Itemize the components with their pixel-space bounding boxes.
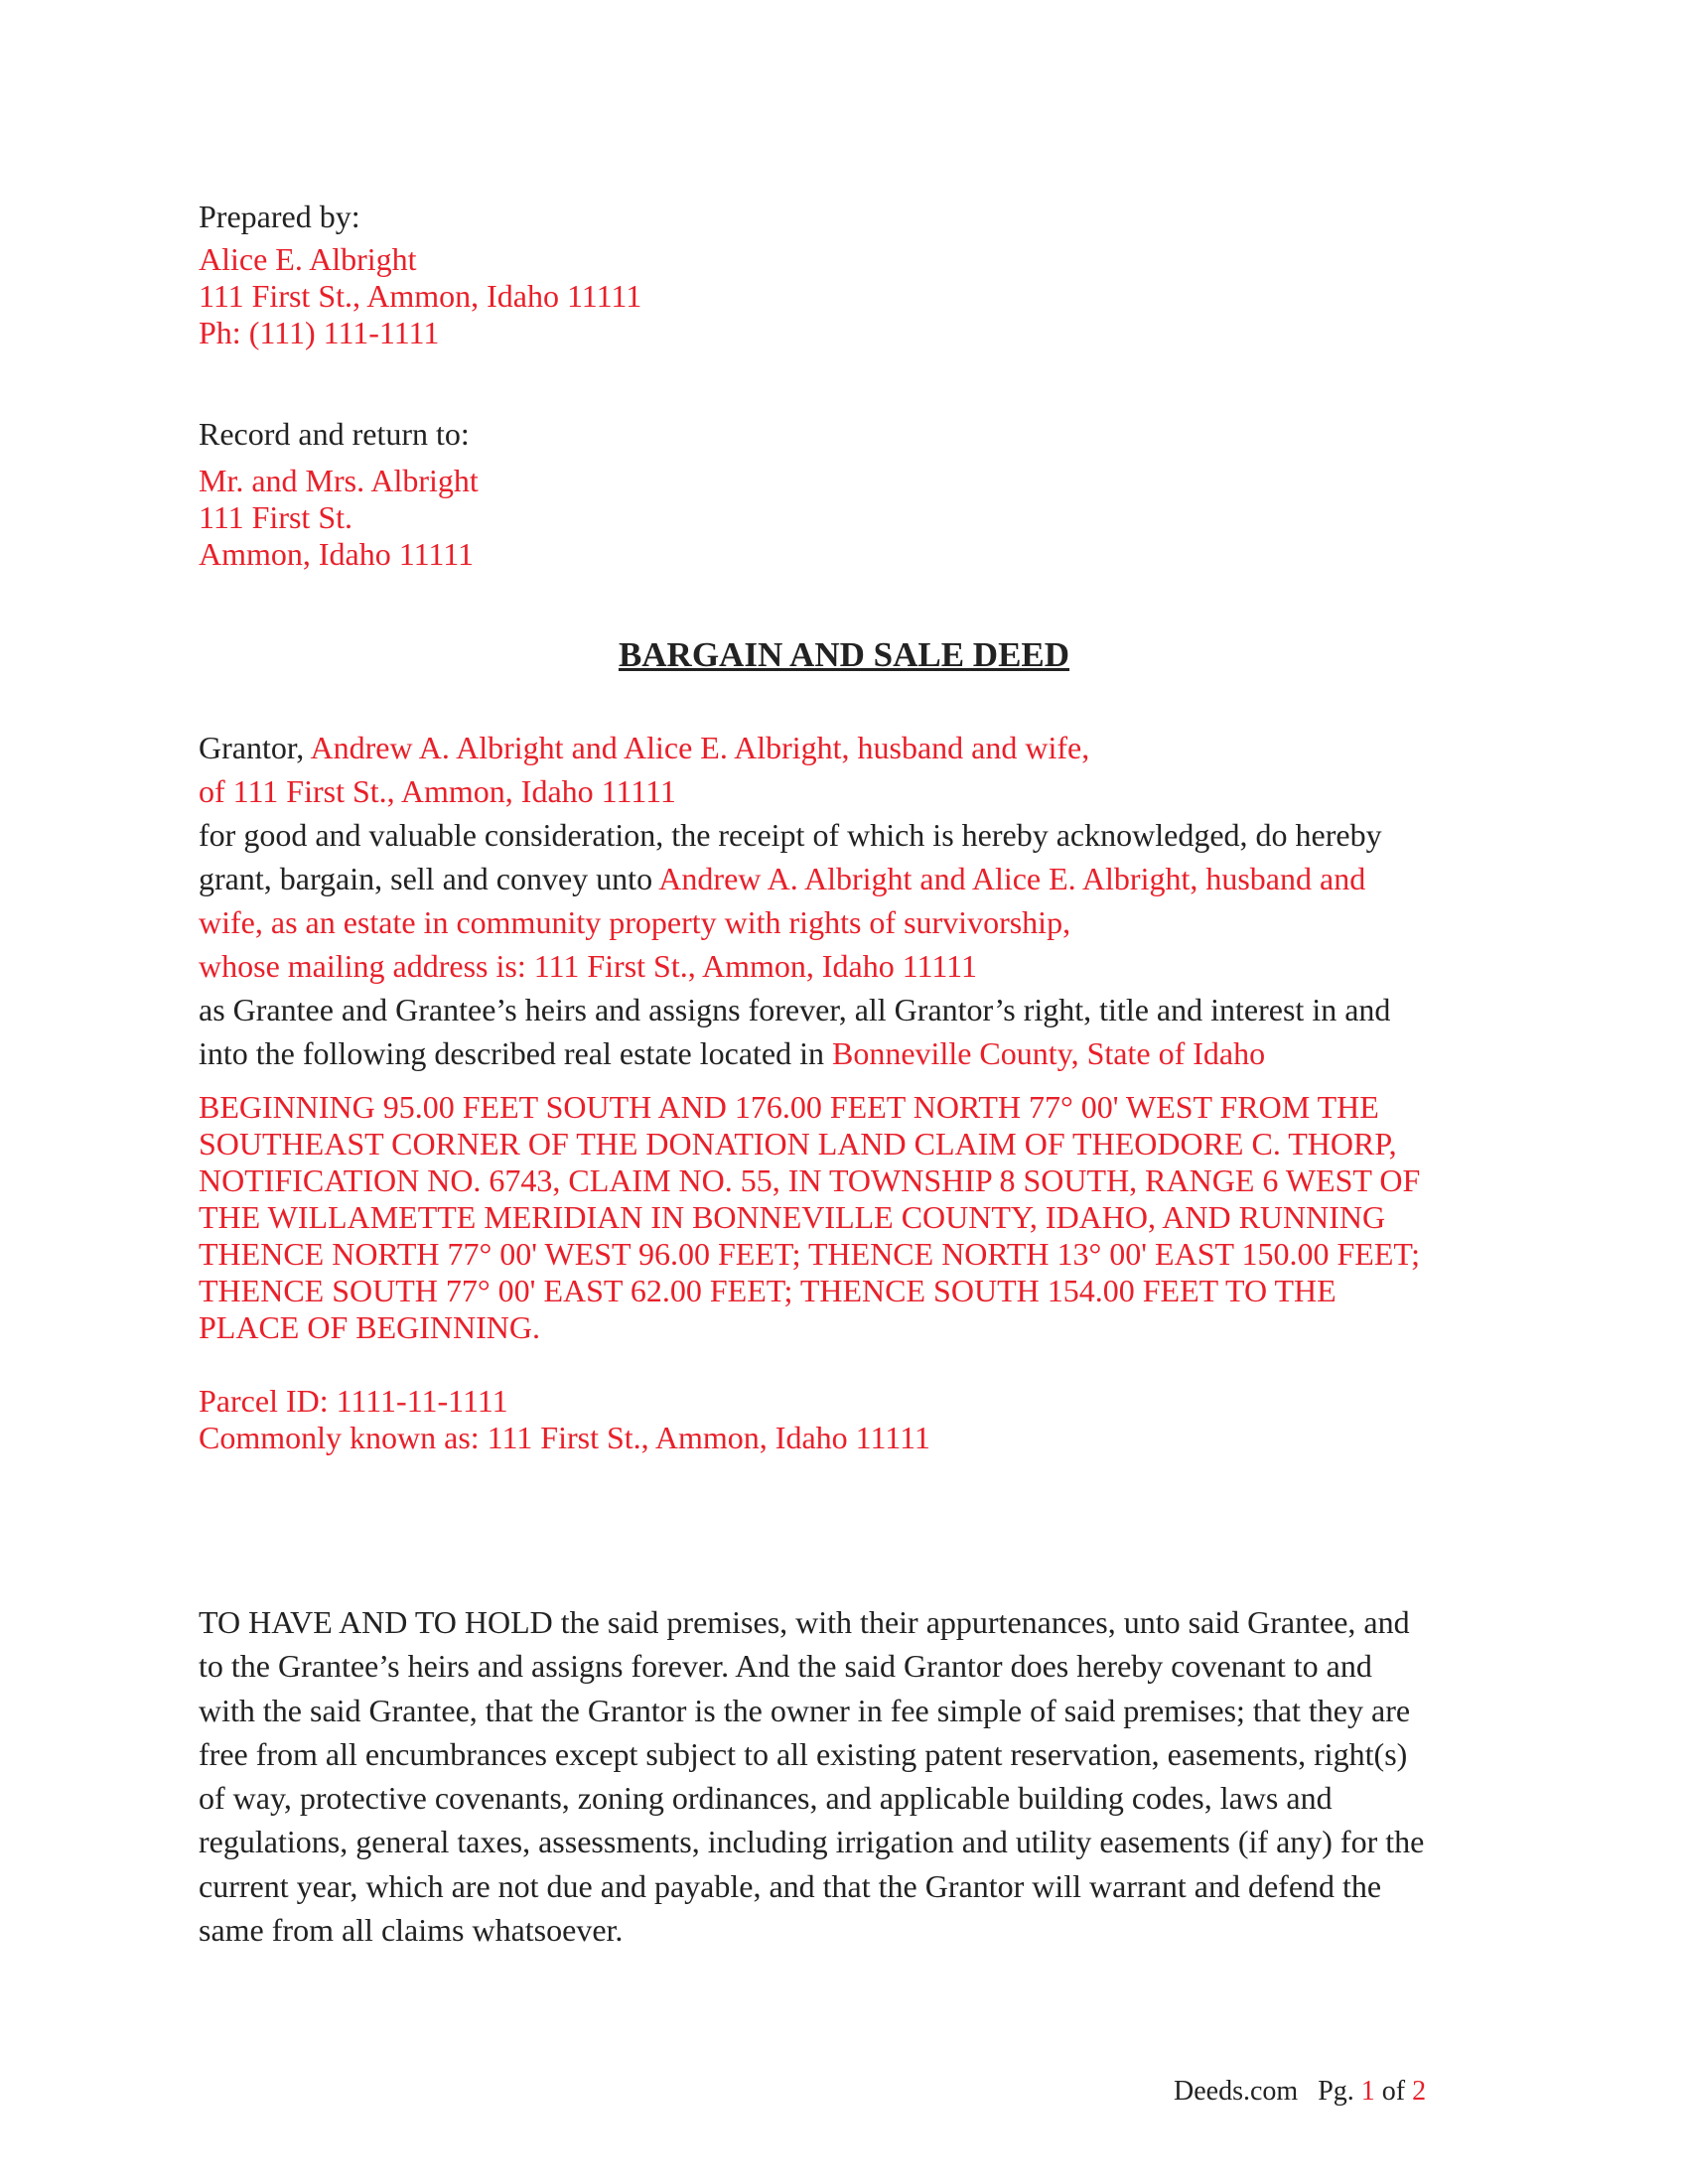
- preparer-address: 111 First St., Ammon, Idaho 11111: [199, 278, 642, 314]
- located-line: [199, 1031, 1390, 1075]
- return-street: 111 First St.: [199, 499, 352, 535]
- page-footer: [1174, 2075, 1426, 2109]
- habendum-line: TO HAVE AND TO HOLD the said premises, with their appurtenances, unto said Grantee, and: [199, 1604, 1410, 1640]
- footer-of-label: of: [1381, 2076, 1406, 2107]
- legal-line: SOUTHEAST CORNER OF THE DONATION LAND CLAIM OF THEODORE C. THORP,: [199, 1126, 1397, 1161]
- legal-line: PLACE OF BEGINNING.: [199, 1309, 540, 1345]
- prepared-by-label: Prepared by:: [199, 199, 360, 234]
- footer-site: Deeds.com: [1174, 2076, 1299, 2107]
- heirs-line: as Grantee and Grantee’s heirs and assigns forever, all Grantor’s right, title and interest in and: [199, 992, 1391, 1027]
- prepared-by-block: [199, 199, 641, 351]
- parcel-id: Parcel ID: 1111-11-1111: [199, 1383, 508, 1419]
- parcel-block: [199, 1383, 930, 1456]
- footer-pg-label: Pg.: [1318, 2076, 1354, 2107]
- footer-page-number: 1: [1360, 2076, 1375, 2107]
- convey-line: [199, 857, 1390, 900]
- legal-line: THE WILLAMETTE MERIDIAN IN BONNEVILLE COUNTY, IDAHO, AND RUNNING: [199, 1199, 1386, 1235]
- record-return-block: [199, 416, 479, 573]
- consideration-line: for good and valuable consideration, the receipt of which is hereby acknowledged, do hereby: [199, 817, 1382, 853]
- grantee-names-1: Andrew A. Albright and Alice E. Albright, husband and: [658, 861, 1366, 896]
- habendum-clause: [199, 1600, 1424, 1952]
- legal-line: BEGINNING 95.00 FEET SOUTH AND 176.00 FEET NORTH 77° 00' WEST FROM THE: [199, 1089, 1379, 1125]
- legal-line: NOTIFICATION NO. 6743, CLAIM NO. 55, IN TOWNSHIP 8 SOUTH, RANGE 6 WEST OF: [199, 1162, 1421, 1198]
- granting-clause: [199, 726, 1390, 1075]
- legal-line: THENCE SOUTH 77° 00' EAST 62.00 FEET; THENCE SOUTH 154.00 FEET TO THE: [199, 1273, 1336, 1308]
- grantor-names: Andrew A. Albright and Alice E. Albright, husband and wife,: [310, 730, 1090, 765]
- grantee-names-2: wife, as an estate in community property with rights of survivorship,: [199, 904, 1071, 940]
- footer-page-total: 2: [1412, 2076, 1427, 2107]
- habendum-line: current year, which are not due and payable, and that the Grantor will warrant and defend the: [199, 1867, 1382, 1904]
- legal-description: [199, 1089, 1499, 1346]
- grantor-line: [199, 726, 1390, 769]
- habendum-line: regulations, general taxes, assessments, including irrigation and utility easements (if any) for the: [199, 1824, 1425, 1860]
- preparer-name: Alice E. Albright: [199, 241, 417, 277]
- preparer-phone: Ph: (111) 111-1111: [199, 315, 440, 350]
- commonly-known-as: Commonly known as: 111 First St., Ammon, Idaho 11111: [199, 1420, 930, 1455]
- record-return-label: Record and return to:: [199, 416, 470, 452]
- located-prefix: into the following described real estate located in: [199, 1035, 832, 1071]
- grantor-address: of 111 First St., Ammon, Idaho 11111: [199, 773, 676, 809]
- convey-prefix: grant, bargain, sell and convey unto: [199, 861, 659, 896]
- return-city: Ammon, Idaho 11111: [199, 536, 474, 572]
- grantor-label: Grantor,: [199, 730, 311, 765]
- habendum-line: free from all encumbrances except subject to all existing patent reservation, easements, right(s): [199, 1735, 1408, 1772]
- habendum-line: of way, protective covenants, zoning ordinances, and applicable building codes, laws and: [199, 1780, 1333, 1817]
- return-name: Mr. and Mrs. Albright: [199, 463, 479, 498]
- deed-title: BARGAIN AND SALE DEED: [618, 635, 1070, 674]
- county-state: Bonneville County, State of Idaho: [832, 1035, 1266, 1071]
- grantee-mailing-address: whose mailing address is: 111 First St., Ammon, Idaho 11111: [199, 948, 977, 984]
- legal-line: THENCE NORTH 77° 00' WEST 96.00 FEET; THENCE NORTH 13° 00' EAST 150.00 FEET;: [199, 1236, 1421, 1272]
- habendum-line: to the Grantee’s heirs and assigns forever. And the said Grantor does hereby covenant to and: [199, 1648, 1372, 1685]
- habendum-line: with the said Grantee, that the Grantor is the owner in fee simple of said premises; that they are: [199, 1692, 1411, 1728]
- habendum-line: same from all claims whatsoever.: [199, 1912, 624, 1949]
